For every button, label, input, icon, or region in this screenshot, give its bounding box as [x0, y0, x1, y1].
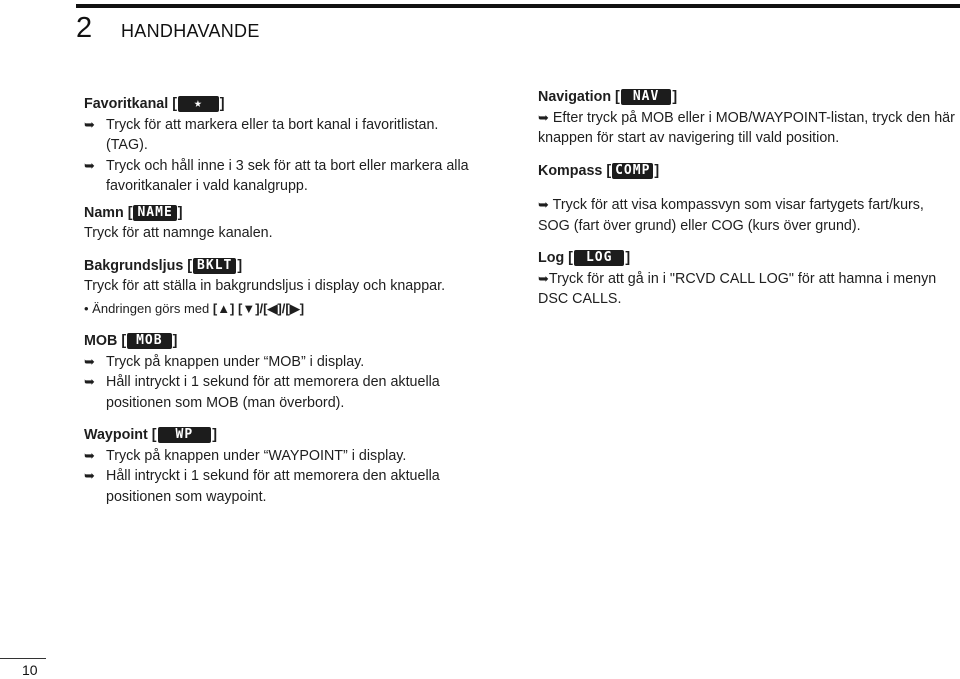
kompass-description: ➥ Tryck för att visa kompassvyn som visar fartygets fart/kurs, SOG (fart över grund) eller COG (kurs över grund).	[538, 197, 924, 234]
bakgrundsljus-heading: Bakgrundsljus [ BKLT ]	[84, 257, 243, 274]
chapter-number: 2	[76, 12, 93, 44]
log-description: ➥Tryck för att gå in i "RCVD CALL LOG" för att hamna i menyn DSC CALLS.	[538, 270, 937, 307]
list-item: ➥ Tryck på knappen under “WAYPOINT” i display.	[84, 446, 484, 467]
arrow-bullet-icon: ➥	[84, 374, 95, 389]
mob-heading: MOB [ MOB ]	[84, 333, 178, 349]
top-rule	[76, 4, 960, 8]
list-item: ➥ Tryck på knappen under “MOB” i display.	[84, 352, 484, 373]
log-key-icon: LOG	[574, 250, 624, 266]
list-item: ➥ Håll intryckt i 1 sekund för att memorera den aktuella positionen som waypoint.	[84, 468, 440, 505]
namn-heading: Namn [ NAME ]	[84, 204, 183, 221]
arrow-bullet-icon: ➥	[84, 157, 95, 173]
right-column	[538, 87, 958, 310]
favoritkanal-heading: Favoritkanal [ ★ ]	[84, 96, 225, 112]
namn-description: Tryck för att namnge kanalen.	[84, 225, 273, 241]
bakgrundsljus-note: • Ändringen görs med [▲] [▼]/[◀]/[▶]	[84, 300, 305, 316]
backlight-key-icon: BKLT	[193, 258, 236, 274]
arrow-keys-icon: [▲] [▼]/[◀]/[▶]	[212, 300, 305, 316]
arrow-bullet-icon: ➥	[84, 447, 95, 463]
page-number: 10	[22, 662, 38, 678]
list-item: ➥ Tryck och håll inne i 3 sek för att ta bort eller markera alla favoritkanaler i vald kanalgrupp.	[84, 157, 469, 194]
chapter-title: HANDHAVANDE	[121, 21, 260, 41]
navigation-heading: Navigation [ NAV ]	[538, 89, 678, 105]
arrow-bullet-icon: ➥	[538, 270, 549, 286]
arrow-bullet-icon: ➥	[84, 468, 95, 483]
name-key-icon: NAME	[133, 205, 176, 221]
arrow-bullet-icon: ➥	[84, 116, 95, 132]
kompass-heading: Kompass [ COMP ]	[538, 162, 660, 179]
arrow-bullet-icon: ➥	[538, 109, 549, 125]
navigation-description: ➥ Efter tryck på MOB eller i MOB/WAYPOINT-listan, tryck den här knappen för start av navigering till vald position.	[538, 109, 955, 146]
waypoint-heading: Waypoint [ WP ]	[84, 427, 217, 443]
arrow-bullet-icon: ➥	[538, 197, 549, 212]
compass-key-icon: COMP	[612, 163, 653, 179]
arrow-bullet-icon: ➥	[84, 353, 95, 369]
log-heading: Log [ LOG ]	[538, 250, 631, 266]
footer-rule	[0, 658, 46, 659]
bakgrundsljus-description: Tryck för att ställa in bakgrundsljus i display och knappar.	[84, 278, 446, 294]
nav-key-icon: NAV	[621, 89, 671, 105]
waypoint-key-icon: WP	[158, 427, 212, 443]
favorite-star-key-icon: ★	[178, 96, 219, 112]
list-item: ➥ Tryck för att markera eller ta bort kanal i favoritlistan. (TAG).	[84, 116, 439, 153]
left-column	[84, 94, 484, 507]
list-item: ➥ Håll intryckt i 1 sekund för att memorera den aktuella positionen som MOB (man överbord).	[84, 374, 440, 411]
mob-key-icon: MOB	[127, 333, 171, 349]
